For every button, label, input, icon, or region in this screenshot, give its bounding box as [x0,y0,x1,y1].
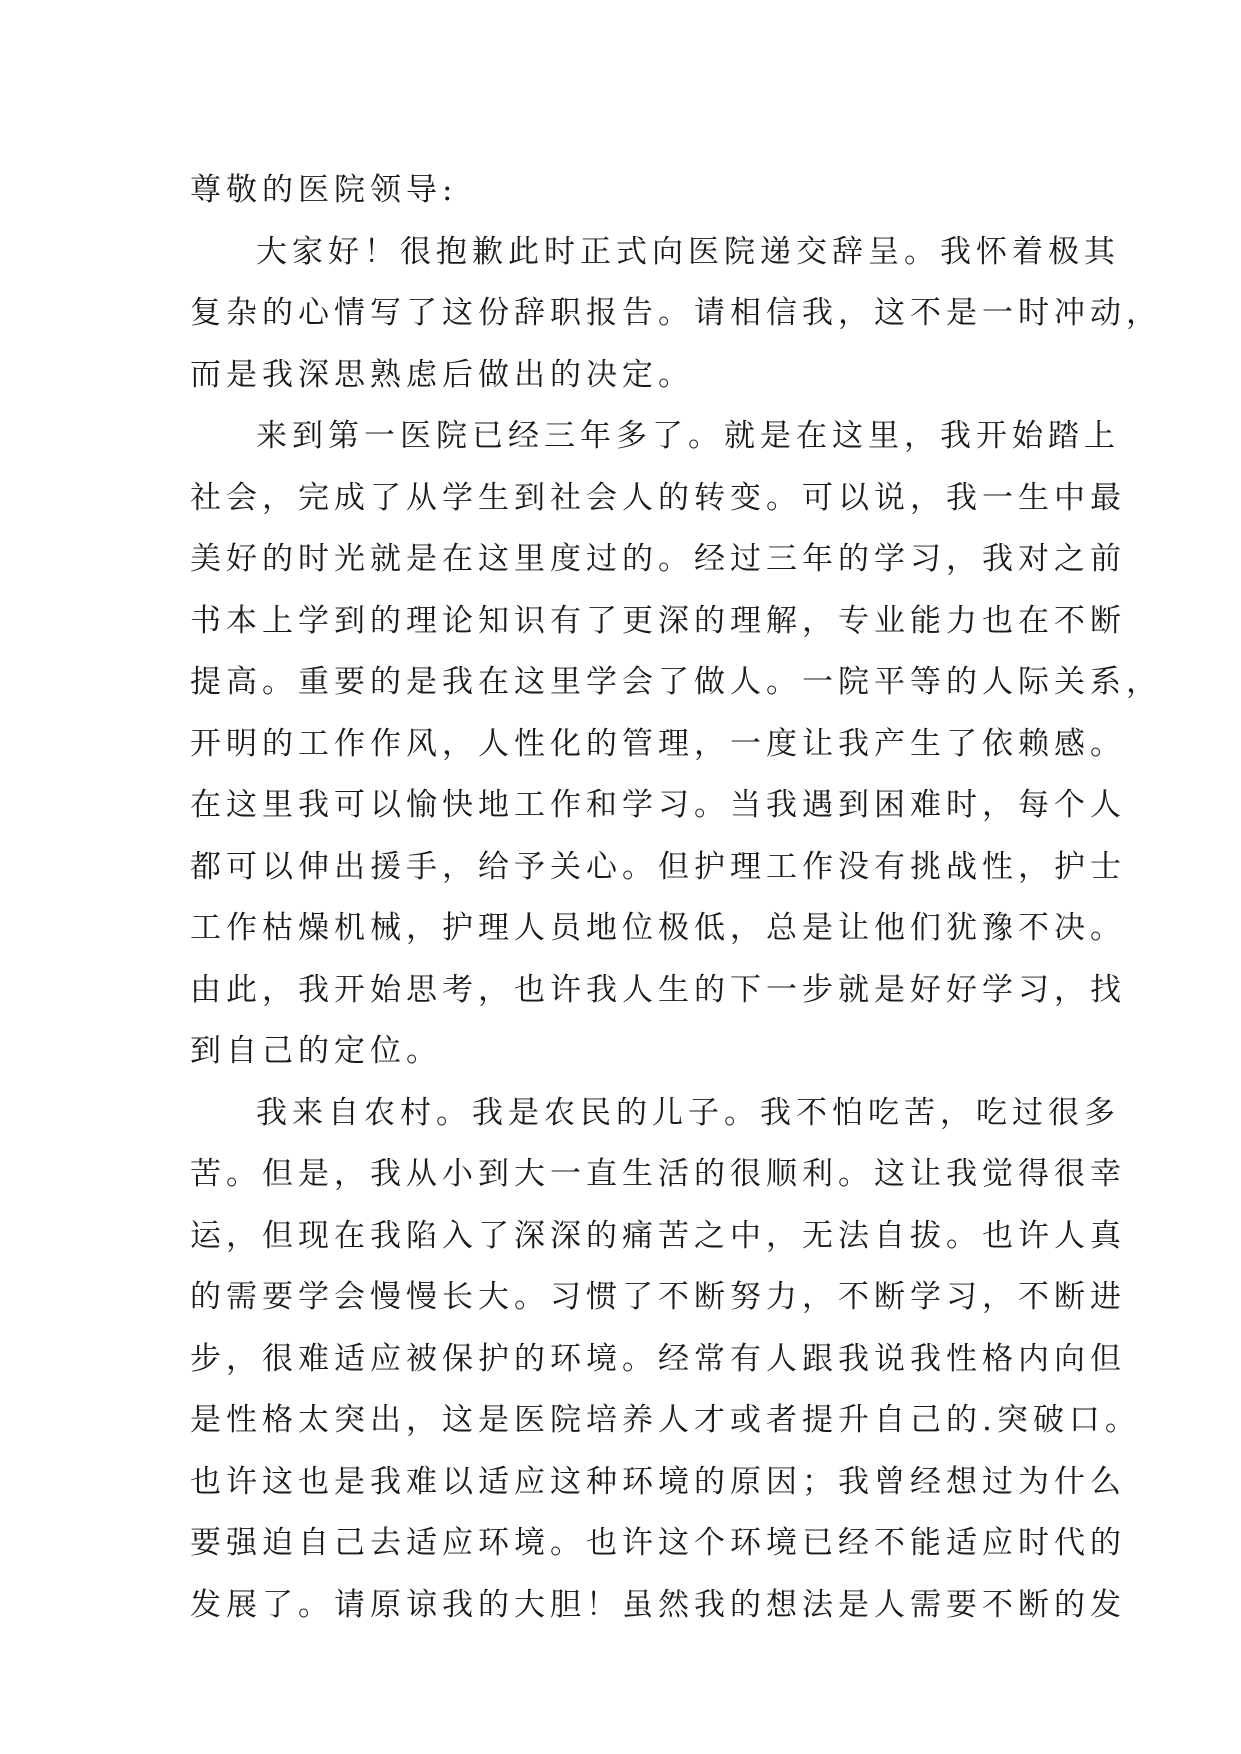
paragraph-line: 大家好！很抱歉此时正式向医院递交辞呈。我怀着极其 [256,233,1120,270]
paragraph-line: 是性格太突出，这是医院培养人才或者提升自己的.突破口。 [190,1402,1141,1438]
paragraph-line: 由此，我开始思考，也许我人生的下一步就是好好学习，找 [190,971,1126,1008]
paragraph-line: 苦。但是，我从小到大一直生活的很顺利。这让我觉得很幸 [190,1156,1126,1192]
salutation: 尊敬的医院领导: [190,172,458,208]
paragraph-line: 在这里我可以愉快地工作和学习。当我遇到困难时，每个人 [190,787,1126,823]
paragraph-line: 到自己的定位。 [190,1033,442,1069]
paragraph-line: 我来自农村。我是农民的儿子。我不怕吃苦，吃过很多 [256,1094,1120,1131]
paragraph-line: 来到第一医院已经三年多了。就是在这里，我开始踏上 [256,418,1120,454]
paragraph-line: 的需要学会慢慢长大。习惯了不断努力，不断学习，不断进 [190,1279,1126,1315]
paragraph-line: 而是我深思熟虑后做出的决定。 [190,356,694,393]
paragraph-line: 社会，完成了从学生到社会人的转变。可以说，我一生中最 [190,479,1126,516]
paragraph-line: 书本上学到的理论知识有了更深的理解，专业能力也在不断 [190,602,1126,639]
paragraph-line: 步，很难适应被保护的环境。经常有人跟我说我性格内向但 [190,1340,1126,1377]
letter-body [190,160,1162,1636]
paragraph-line: 发展了。请原谅我的大胆！虽然我的想法是人需要不断的发 [190,1586,1126,1623]
paragraph-line: 复杂的心情写了这份辞职报告。请相信我，这不是一时冲动， [190,295,1162,331]
paragraph-line: 美好的时光就是在这里度过的。经过三年的学习，我对之前 [190,541,1126,577]
paragraph-line: 都可以伸出援手，给予关心。但护理工作没有挑战性，护士 [190,848,1126,885]
paragraph-line: 运，但现在我陷入了深深的痛苦之中，无法自拔。也许人真 [190,1217,1126,1254]
paragraph-line: 也许这也是我难以适应这种环境的原因；我曾经想过为什么 [190,1463,1126,1500]
paragraph-line: 工作枯燥机械，护理人员地位极低，总是让他们犹豫不决。 [190,910,1126,946]
paragraph-line: 要强迫自己去适应环境。也许这个环境已经不能适应时代的 [190,1525,1126,1561]
paragraph-line: 开明的工作作风，人性化的管理，一度让我产生了依赖感。 [190,725,1126,762]
paragraph-line: 提高。重要的是我在这里学会了做人。一院平等的人际关系， [190,664,1162,700]
